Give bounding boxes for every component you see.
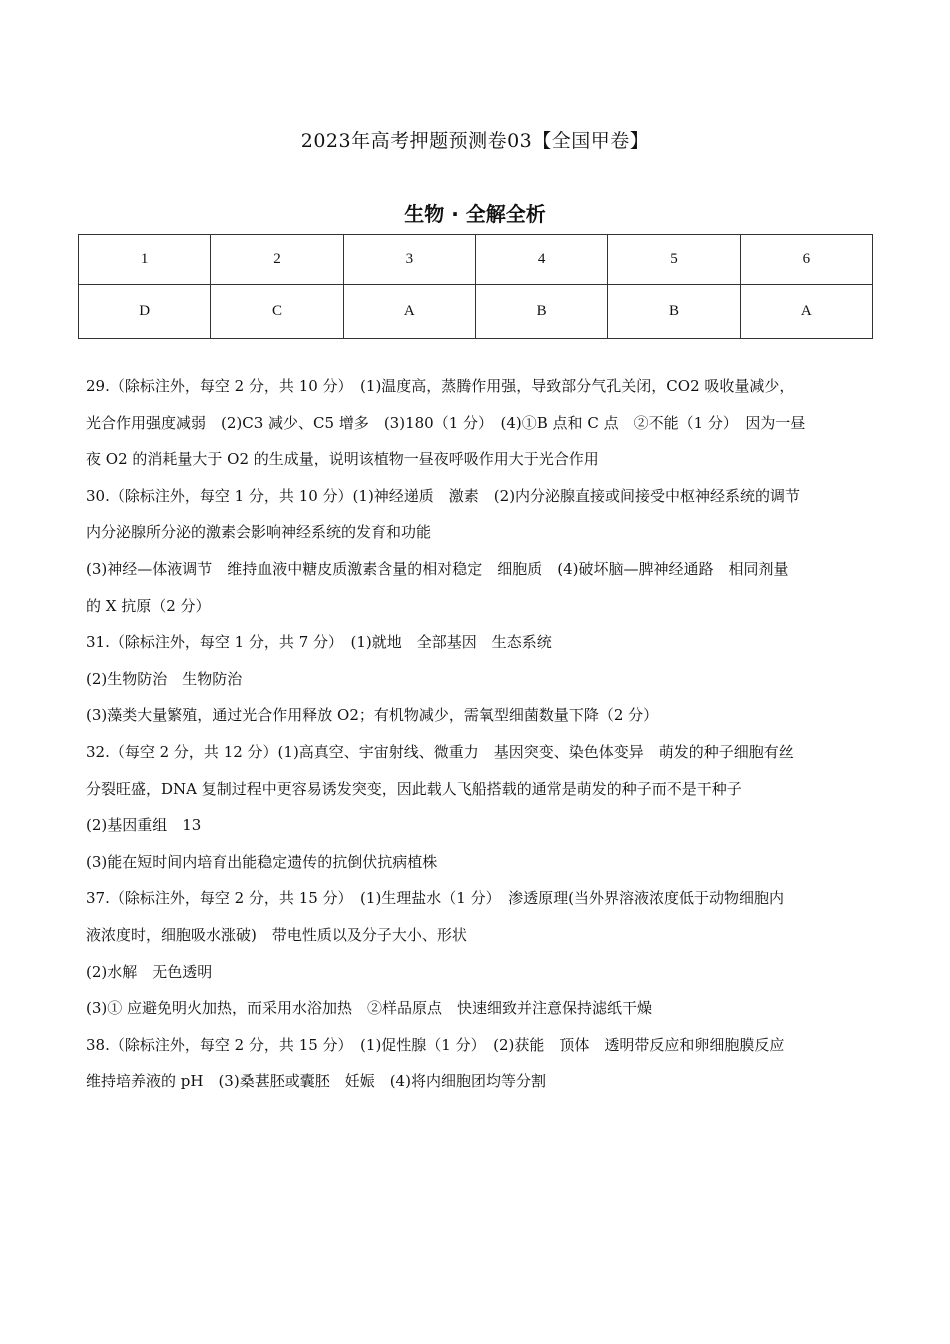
document-title: 2023年高考押题预测卷03【全国甲卷】	[300, 130, 650, 152]
answer-cell: A	[343, 285, 475, 339]
text-line: (3)藻类大量繁殖，通过光合作用释放 O2；有机物减少，需氧型细菌数量下降（2 分）	[86, 706, 659, 725]
question-number-cell: 5	[608, 235, 740, 285]
answer-cell: D	[79, 285, 211, 339]
text-line: (2)水解 无色透明	[86, 962, 213, 981]
text-line: 31.（除标注外，每空 1 分，共 7 分） (1)就地 全部基因 生态系统	[86, 633, 552, 652]
text-line: 夜 O2 的消耗量大于 O2 的生成量，说明该植物一昼夜呼吸作用大于光合作用	[86, 450, 599, 469]
text-line: 光合作用强度减弱 (2)C3 减少、C5 增多 (3)180（1 分） (4)①B 点和 C 点 ②不能（1 分） 因为一昼	[86, 413, 806, 432]
answer-explanations	[86, 368, 872, 1100]
question-number-cell: 1	[79, 235, 211, 285]
text-line: 30.（除标注外，每空 1 分，共 10 分）(1)神经递质 激素 (2)内分泌腺直接或间接受中枢神经系统的调节	[86, 486, 801, 505]
answer-table-value-row	[79, 285, 873, 339]
text-line: (3)神经—体液调节 维持血液中糖皮质激素含量的相对稳定 细胞质 (4)破坏脑—脾神经通路 相同剂量	[86, 559, 789, 578]
answer-cell: B	[475, 285, 607, 339]
text-line: (3)① 应避免明火加热，而采用水浴加热 ②样品原点 快速细致并注意保持滤纸干燥	[86, 999, 653, 1018]
text-line: 分裂旺盛，DNA 复制过程中更容易诱发突变，因此载人飞船搭载的通常是萌发的种子而不是干种子	[86, 779, 742, 798]
answer-table-header-row	[79, 235, 873, 285]
text-line: (2)基因重组 13	[86, 816, 202, 835]
text-line: 维持培养液的 pH (3)桑葚胚或囊胚 妊娠 (4)将内细胞团均等分割	[86, 1072, 546, 1091]
answer-cell: B	[608, 285, 740, 339]
question-number-cell: 2	[211, 235, 343, 285]
answer-table	[78, 234, 873, 339]
question-number-cell: 3	[343, 235, 475, 285]
question-number-cell: 4	[475, 235, 607, 285]
text-line: (3)能在短时间内培育出能稳定遗传的抗倒伏抗病植株	[86, 852, 438, 871]
text-line: 38.（除标注外，每空 2 分，共 15 分） (1)促性腺（1 分） (2)获能 顶体 透明带反应和卵细胞膜反应	[86, 1035, 785, 1054]
answer-cell: C	[211, 285, 343, 339]
text-line: 内分泌腺所分泌的激素会影响神经系统的发育和功能	[86, 523, 432, 542]
text-line: 液浓度时，细胞吸水涨破) 带电性质以及分子大小、形状	[86, 925, 467, 944]
text-line: 的 X 抗原（2 分）	[86, 596, 211, 615]
document-subtitle: 生物 · 全解全析	[404, 202, 546, 226]
text-line: (2)生物防治 生物防治	[86, 669, 243, 688]
question-number-cell: 6	[740, 235, 872, 285]
text-line: 32.（每空 2 分，共 12 分）(1)高真空、宇宙射线、微重力 基因突变、染色体变异 萌发的种子细胞有丝	[86, 742, 794, 761]
text-line: 29.（除标注外，每空 2 分，共 10 分） (1)温度高，蒸腾作用强，导致部分气孔关闭，CO2 吸收量减少，	[86, 377, 795, 395]
text-line: 37.（除标注外，每空 2 分，共 15 分） (1)生理盐水（1 分） 渗透原理(当外界溶液浓度低于动物细胞内	[86, 889, 784, 908]
answer-cell: A	[740, 285, 872, 339]
